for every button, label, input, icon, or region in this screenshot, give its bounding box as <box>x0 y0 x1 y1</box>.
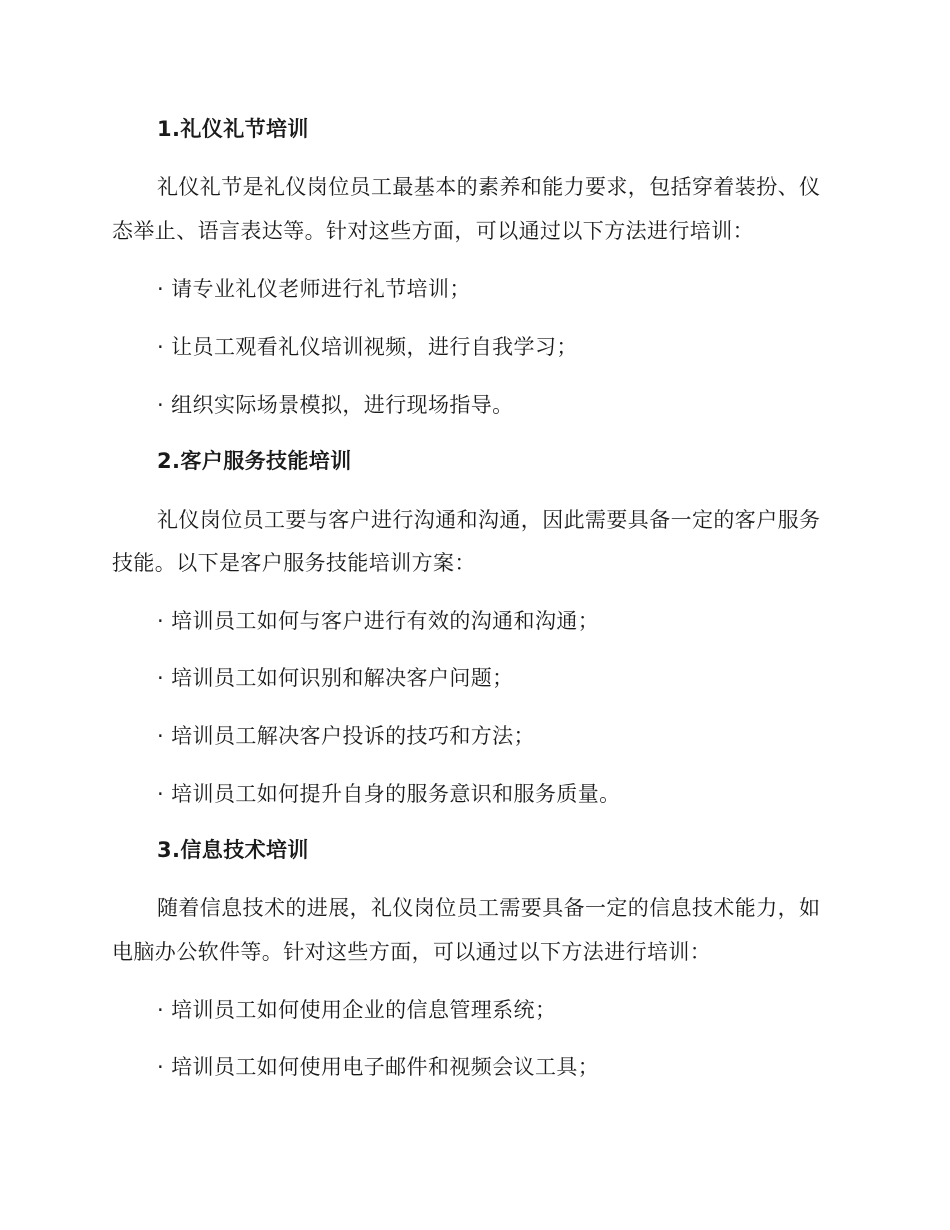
paragraph-line: 礼仪礼节是礼仪岗位员工最基本的素养和能力要求，包括穿着装扮、仪 <box>157 175 821 199</box>
list-item: · 培训员工如何与客户进行有效的沟通和沟通； <box>157 609 600 633</box>
section-heading: 1.礼仪礼节培训 <box>157 117 309 141</box>
list-item: · 培训员工如何识别和解决客户问题； <box>157 666 514 690</box>
paragraph-line: 礼仪岗位员工要与客户进行沟通和沟通，因此需要具备一定的客户服务 <box>157 508 821 532</box>
paragraph-line: 随着信息技术的进展，礼仪岗位员工需要具备一定的信息技术能力，如 <box>157 896 821 920</box>
list-item: · 培训员工如何提升自身的服务意识和服务质量。 <box>157 782 621 806</box>
list-item: · 培训员工解决客户投诉的技巧和方法； <box>157 724 535 748</box>
list-item: · 组织实际场景模拟，进行现场指导。 <box>157 393 514 417</box>
list-item: · 让员工观看礼仪培训视频，进行自我学习； <box>157 335 578 359</box>
section-heading: 3.信息技术培训 <box>157 838 309 862</box>
list-item: · 培训员工如何使用电子邮件和视频会议工具； <box>157 1055 600 1079</box>
list-item: · 请专业礼仪老师进行礼节培训； <box>157 277 471 301</box>
paragraph-line: 电脑办公软件等。针对这些方面，可以通过以下方法进行培训： <box>112 940 712 964</box>
list-item: · 培训员工如何使用企业的信息管理系统； <box>157 998 557 1022</box>
paragraph-line: 技能。以下是客户服务技能培训方案： <box>112 551 476 575</box>
paragraph-line: 态举止、语言表达等。针对这些方面，可以通过以下方法进行培训： <box>112 219 754 243</box>
section-heading: 2.客户服务技能培训 <box>157 449 352 473</box>
